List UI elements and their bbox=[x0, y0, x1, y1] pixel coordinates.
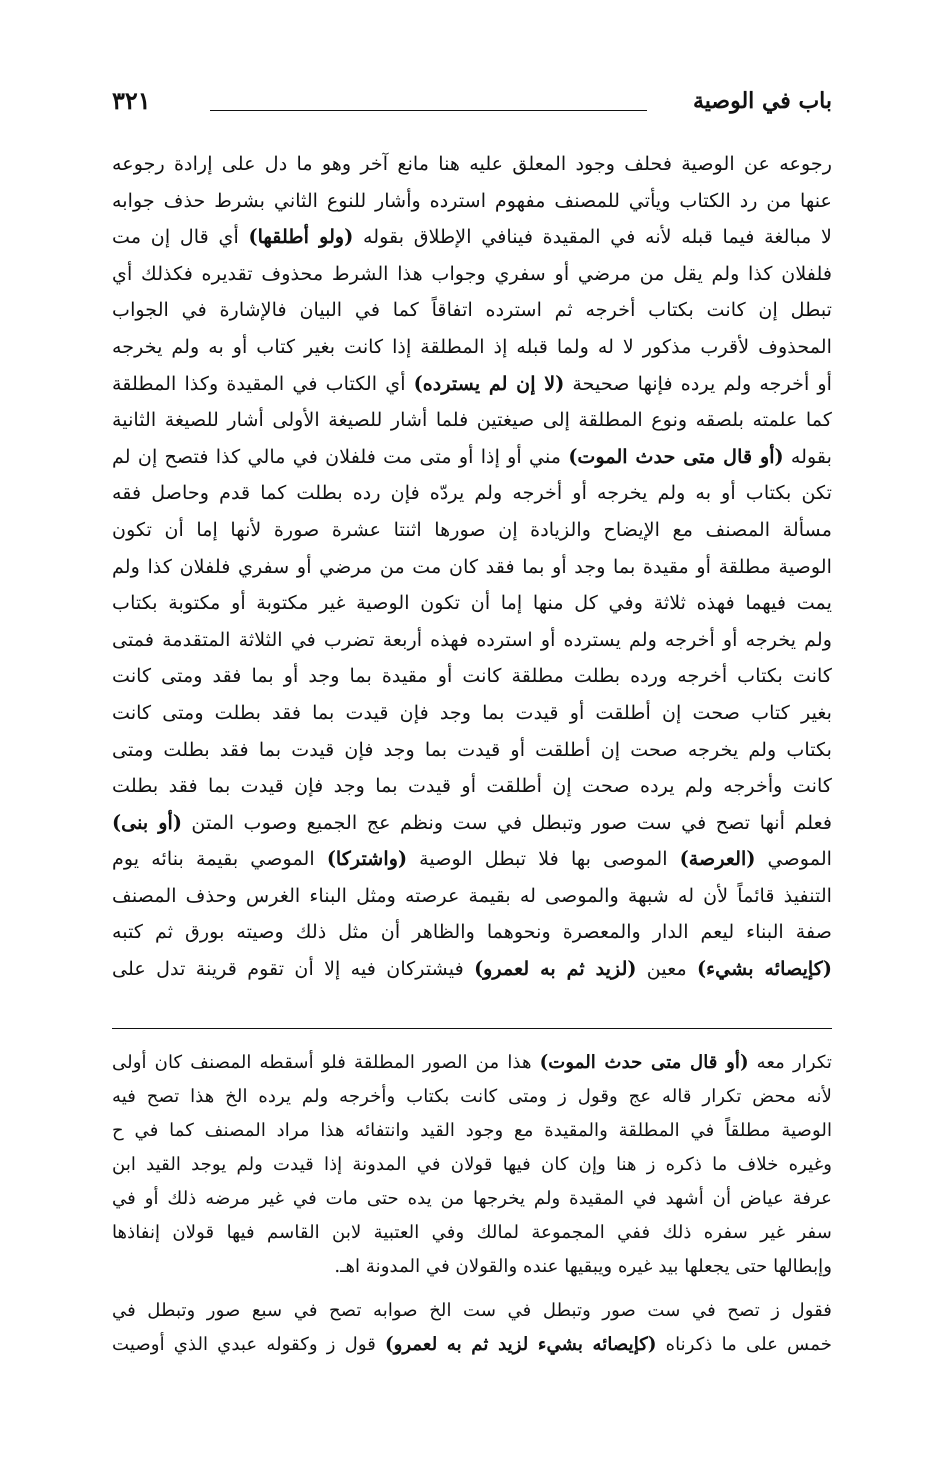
main-text-line: صفة البناء ليعم الدار والمعصرة ونحوهما والظاهر أن مثل ذلك وصيته بورق ثم كتبه bbox=[112, 920, 832, 944]
main-text-line: المحذوف لأقرب مذكور لا له ولما قبله إذ المطلقة إذا كانت بغير كتاب أو به ولم يخرجه bbox=[112, 334, 832, 358]
footnote-line: وغيره خلاف ما ذكره ز هنا وإن كان فيها قولان في المدونة إذا قيدت ولم يوجد القيد ابن bbox=[112, 1154, 832, 1175]
footnote-line: وإبطالها حتى يجعلها بيد غيره ويبقيها عنده والقولان في المدونة اهـ. bbox=[334, 1256, 832, 1277]
main-text-line: بغير كتاب صحت إن أطلقت أو قيدت بما وجد فإن قيدت بما فقد بطلت ومتى كانت bbox=[112, 700, 832, 724]
main-text-line: لا مبالغة فيما قبله لأنه في المقيدة فينافي الإطلاق بقوله (ولو أطلقها) أي قال إن مت bbox=[112, 225, 832, 249]
main-text-line: أو أخرجه ولم يرده فإنها صحيحة (لا إن لم يسترده) أي الكتاب في المقيدة وكذا المطلقة bbox=[112, 371, 833, 395]
main-text-line: الموصي (العرصة) الموصى بها فلا تبطل الوصية (واشتركا) الموصي بقيمة بنائه يوم bbox=[112, 847, 832, 871]
header-rule bbox=[210, 110, 647, 111]
main-text-line: رجوعه عن الوصية فحلف وجود المعلق عليه هنا مانع آخر وهو ما دل على إرادة رجوعه bbox=[112, 152, 832, 175]
main-text-body bbox=[112, 146, 832, 988]
main-text-line: (كإيصائه بشيء) معين (لزيد ثم به لعمرو) فيشتركان فيه إلا أن تقوم قرينة تدل على bbox=[112, 957, 832, 981]
paragraph-gap bbox=[112, 1284, 832, 1294]
footnote-text-body bbox=[112, 1046, 832, 1362]
main-text-line: الوصية مطلقة أو مقيدة بما وجد أو بما فقد كان مت من مرضي أو سفري فلفلان كذا ولم bbox=[112, 554, 832, 578]
footnote-separator bbox=[112, 1028, 832, 1029]
footnote-line: تكرار معه (أو قال متى حدث الموت) هذا من الصور المطلقة فلو أسقطه المصنف كان أولى bbox=[112, 1052, 832, 1073]
footnote-line: خمس على ما ذكرناه (كإيصائه بشيء لزيد ثم به لعمرو) قول ز وكقوله عبدي الذي أوصيت bbox=[112, 1334, 832, 1355]
main-text-line: عنها من رد الكتاب ويأتي للمصنف مفهوم استرده وأشار للنوع الثاني بشرط حذف جوابه bbox=[112, 188, 832, 212]
main-text-line: يمت فيهما فهذه ثلاثة وفي كل منها إما أن تكون الوصية غير مكتوبة أو مكتوبة بكتاب bbox=[112, 591, 832, 615]
main-text-line: تبطل إن كانت بكتاب أخرجه ثم استرده اتفاقاً كما في البيان فالإشارة في الجواب bbox=[112, 298, 832, 322]
main-text-line: تكن بكتاب أو به ولم يخرجه أو أخرجه ولم يردّه فإن رده بطلت كما قدم وحاصل فقه bbox=[112, 481, 832, 505]
main-text-line: التنفيذ قائماً لأن له شبهة والموصى له بقيمة عرصته ومثل البناء الغرس وحذف المصنف bbox=[112, 883, 832, 907]
main-text-line: كانت وأخرجه ولم يرده صحت إن أطلقت أو قيدت بما وجد فإن قيدت بما فقد بطلت bbox=[112, 774, 832, 798]
footnote-line: عرفة عياض أن أشهد في المقيدة ولم يخرجها من يده حتى مات في غير مرضه ذلك أو في bbox=[112, 1188, 832, 1209]
footnote-line: سفر غير سفره ذلك ففي المجموعة لمالك وفي العتبية لابن القاسم فيها قولان إنفاذها bbox=[112, 1222, 832, 1243]
main-text-line: مسألة المصنف مع الإيضاح والزيادة إن صورها اثنتا عشرة صورة لأنها إما أن تكون bbox=[112, 517, 832, 541]
main-text-line: كما علمته بلصقه ونوع المطلقة إلى صيغتين فلما أشار للصيغة الأولى أشار للصيغة الثانية bbox=[112, 408, 832, 432]
main-text-line: بكتاب ولم يخرجه صحت إن أطلقت أو قيدت بما وجد فإن قيدت بما فقد بطلت ومتى bbox=[112, 737, 832, 761]
page-number: ٣٢١ bbox=[112, 86, 151, 115]
main-text-line: كانت بكتاب أخرجه ورده بطلت مطلقة كانت أو مقيدة بما وجد أو بما فقد ومتى كانت bbox=[112, 664, 832, 688]
footnote-line: لأنه محض تكرار قاله عج وقول ز ومتى كانت بكتاب وأخرجه ولم يرده الخ هذا تصح فيه bbox=[112, 1086, 832, 1107]
main-text-line: ولم يخرجه أو أخرجه ولم يسترده أو استرده فهذه أربعة تضرب في الثلاثة المتقدمة فمتى bbox=[112, 627, 832, 651]
running-header bbox=[112, 88, 832, 128]
footnote-line: فقول ز تصح في ست صور وتبطل في ست الخ صوابه تصح في سبع صور وتبطل في bbox=[112, 1300, 832, 1321]
main-text-line: بقوله (أو قال متى حدث الموت) مني أو إذا أو متى مت فلفلان في مالي كذا فتصح إن لم bbox=[112, 444, 832, 468]
main-text-line: فعلم أنها تصح في ست صور وتبطل في ست ونظم عج الجميع وصوب المتن (أو بنى) bbox=[112, 810, 832, 834]
footnote-line: الوصية مطلقاً في المطلقة والمقيدة مع وجود القيد وانتفائه هذا مراد المصنف كما في ح bbox=[112, 1120, 832, 1141]
main-text-line: فلفلان كذا ولم يقل من مرضي أو سفري وجواب هذا الشرط محذوف تقديره فكذلك أي bbox=[112, 261, 832, 285]
chapter-title: باب في الوصية bbox=[692, 88, 832, 114]
